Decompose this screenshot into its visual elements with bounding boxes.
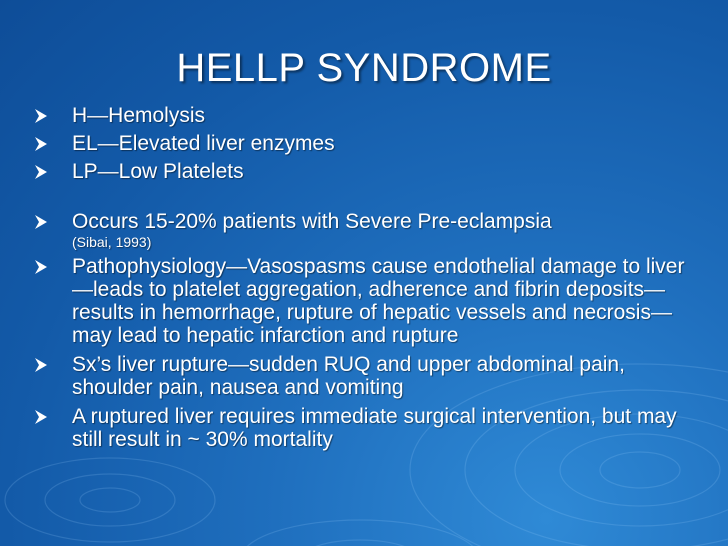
bullet-item: [34, 353, 694, 399]
slide-title: HELLP SYNDROME: [176, 46, 552, 90]
arrowhead-bullet-icon: [34, 136, 48, 152]
bullet-text: Sx’s liver rupture—sudden RUQ and upper abdominal pain, shoulder pain, nausea and vomiting: [72, 353, 625, 399]
bullet-item: [34, 160, 694, 183]
bullet-text: A ruptured liver requires immediate surgical intervention, but may still result in ~ 30% mortality: [72, 405, 677, 451]
arrowhead-bullet-icon: [34, 357, 48, 373]
bullet-text: Pathophysiology—Vasospasms cause endothelial damage to liver—leads to platelet aggregation, adherence and fibrin deposits—results in hemorrhage, rupture of hepatic vessels and necrosis—may lead to hepatic infarction and rupture: [72, 255, 685, 347]
arrowhead-bullet-icon: [34, 259, 48, 275]
bullet-item: [34, 132, 694, 155]
arrowhead-bullet-icon: [34, 409, 48, 425]
bullet-item: [34, 104, 694, 127]
bullet-text: Occurs 15-20% patients with Severe Pre-eclampsia: [72, 210, 552, 233]
arrowhead-bullet-icon: [34, 214, 48, 230]
bullet-text: H—Hemolysis: [72, 104, 206, 127]
bullet-item: [34, 255, 694, 347]
bullet-item: [34, 405, 694, 451]
arrowhead-bullet-icon: [34, 164, 48, 180]
bullet-text: EL—Elevated liver enzymes: [72, 132, 335, 155]
citation: (Sibai, 1993): [72, 234, 152, 250]
arrowhead-bullet-icon: [34, 108, 48, 124]
bullet-text: LP—Low Platelets: [72, 160, 244, 183]
bullet-item: [34, 210, 694, 250]
bullet-list: [34, 104, 694, 451]
